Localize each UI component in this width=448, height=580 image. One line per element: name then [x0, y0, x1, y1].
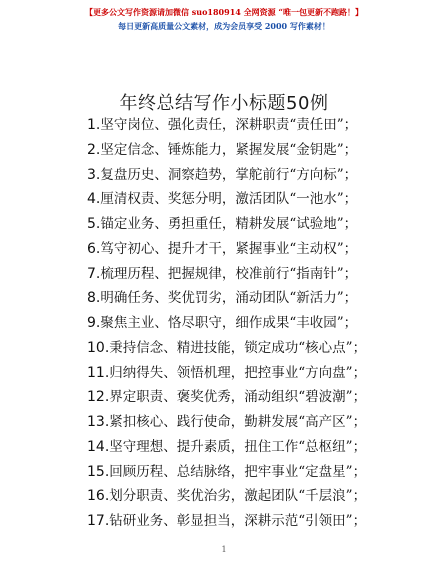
list-item: [87, 138, 427, 163]
list-item-number: 2.: [87, 141, 101, 158]
list-item: [87, 435, 427, 460]
list-item: [87, 113, 427, 138]
list-item-number: 9.: [87, 315, 101, 331]
list-item-number: 16.: [87, 488, 110, 505]
list-item-text: 回顾历程、总结脉络，把牢事业“定盘星”；: [109, 463, 367, 480]
list-item: [87, 460, 427, 485]
list-item-number: 15.: [87, 463, 110, 480]
list-item: [87, 336, 427, 361]
list-item-number: 12.: [87, 389, 110, 406]
list-item-number: 5.: [87, 216, 101, 232]
list-item-text: 坚守岗位、强化责任，深耕职责“责任田”；: [100, 117, 358, 133]
list-item: [87, 237, 427, 262]
list-item-text: 笃守初心、提升才干，紧握事业“主动权”；: [100, 240, 358, 257]
list-item-number: 8.: [87, 290, 101, 307]
list-item-text: 归纳得失、领悟机理，把控事业“方向盘”；: [109, 364, 367, 381]
list-item-text: 复盘历史、洞察趋势，掌舵前行“方向标”；: [100, 166, 358, 183]
list-item-text: 梳理历程、把握规律，校准前行“指南针”；: [100, 265, 358, 282]
list-item: [87, 311, 427, 336]
list-item: [87, 361, 427, 386]
list-item-text: 厘清权责、奖惩分明，激活团队“一池水”；: [100, 191, 358, 208]
list-item-number: 10.: [87, 339, 110, 356]
list-item-number: 7.: [87, 265, 101, 282]
list-item-text: 聚焦主业、恪尽职守，细作成果“丰收园”；: [100, 315, 358, 331]
list-item-number: 13.: [87, 414, 110, 430]
page-number: 1: [221, 545, 227, 554]
list-item-text: 紧扣核心、践行使命，勤耕发展“高产区”；: [109, 414, 367, 430]
promo-banner-line-1: 【更多公文写作资源请加微信 suo180914 全网资源 “唯一包更新不跑路！】: [84, 7, 363, 17]
list-item: [87, 262, 427, 287]
list-item-text: 秉持信念、精进技能，锁定成功“核心点”；: [109, 339, 367, 356]
heading-list: [87, 113, 427, 534]
list-item-text: 界定职责、褒奖优秀，涌动组织“碧波潮”；: [109, 389, 367, 406]
list-item: [87, 410, 427, 435]
list-item: [87, 385, 427, 410]
list-item: [87, 286, 427, 311]
list-item-number: 6.: [87, 240, 101, 257]
list-item-text: 锚定业务、勇担重任，精耕发展“试验地”；: [100, 216, 358, 232]
document-title: 年终总结写作小标题50例: [119, 93, 329, 114]
list-item-text: 坚守理想、提升素质，扭住工作“总枢纽”；: [109, 438, 367, 455]
list-item-number: 17.: [87, 513, 110, 529]
list-item-text: 划分职责、奖优治劣，激起团队“千层浪”；: [109, 488, 367, 505]
list-item-text: 明确任务、奖优罚劣，涌动团队“新活力”；: [100, 290, 358, 307]
promo-banner-line-2: 每日更新高质量公文素材，成为会员享受 2000 写作素材！: [118, 21, 330, 31]
list-item-number: 4.: [87, 191, 101, 208]
list-item-number: 1.: [87, 117, 101, 133]
list-item: [87, 187, 427, 212]
list-item-number: 14.: [87, 438, 110, 455]
list-item: [87, 163, 427, 188]
list-item: [87, 212, 427, 237]
list-item-number: 11.: [87, 364, 110, 381]
list-item-text: 钻研业务、彰显担当，深耕示范“引领田”；: [109, 513, 367, 529]
list-item: [87, 509, 427, 534]
list-item-number: 3.: [87, 166, 101, 183]
list-item-text: 坚定信念、锤炼能力，紧握发展“金钥匙”；: [100, 141, 358, 158]
list-item: [87, 484, 427, 509]
